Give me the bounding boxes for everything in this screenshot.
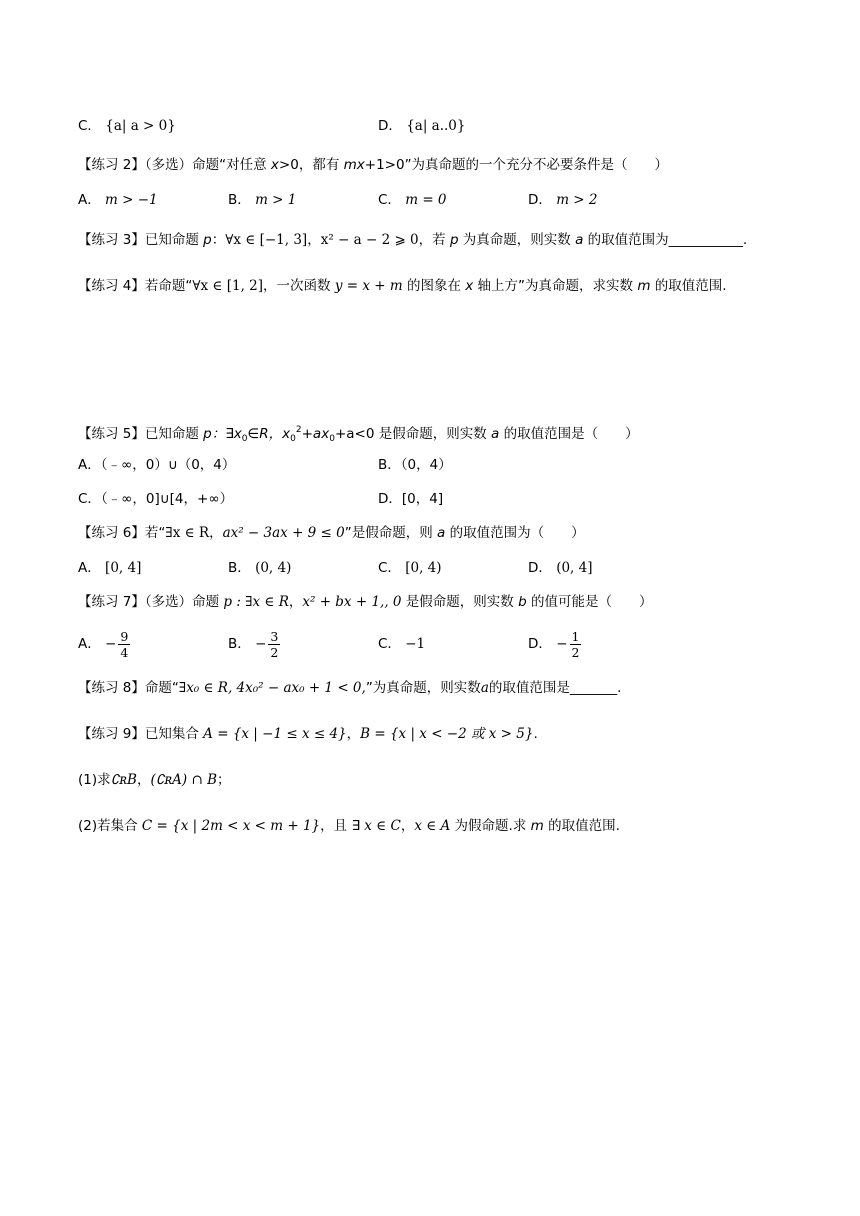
variable: p: [203, 426, 212, 442]
exercise-6-option-c: [378, 558, 442, 578]
question-text: 【练习 3】已知命题: [78, 232, 204, 248]
option-math: {a| a > 0}: [105, 118, 176, 134]
exercise-9-subquestion-2: [78, 816, 620, 836]
question-text: 【练习 7】（多选）命题: [78, 594, 224, 610]
exercise-8-question: [78, 678, 621, 698]
option-d: [378, 116, 466, 136]
option-math: [0, 4]: [105, 560, 142, 576]
option-c: [78, 116, 176, 136]
question-text: 【练习 6】若“: [78, 525, 166, 541]
question-text: >0，都有: [278, 157, 344, 173]
denominator: 2: [270, 644, 279, 660]
variable: x: [465, 278, 474, 294]
option-text: （﹣∞，0]∪[4，+∞）: [100, 491, 234, 507]
option-math: m = 0: [405, 192, 447, 208]
fraction: [268, 629, 280, 660]
option-label: A．: [78, 457, 101, 473]
question-text: ，且 ∃: [320, 818, 365, 834]
option-math: m > 2: [556, 192, 598, 208]
option-label: D．: [528, 192, 552, 208]
option-math: m > 1: [255, 192, 297, 208]
option-label: C．: [378, 192, 401, 208]
option-label: C．: [78, 491, 101, 507]
exercise-7-option-d: [528, 627, 581, 661]
option-math: m > −1: [105, 192, 158, 208]
superscript: 2: [295, 425, 302, 435]
question-text: 的值可能是（ ）: [526, 594, 653, 610]
exercise-5-option-a: [78, 455, 235, 475]
option-text: （﹣∞，0）∪（0，4）: [100, 457, 236, 473]
exercise-4-question: [78, 276, 727, 296]
variable: b: [518, 594, 527, 610]
exercise-6-option-b: [228, 558, 291, 578]
math-expression: ∈R，x: [247, 426, 291, 442]
variable: m: [530, 818, 544, 834]
math-expression: ∃x₀ ∈ R, 4x₀² − ax₀ + 1 < 0,: [178, 680, 366, 696]
question-text: 的取值范围为（ ）: [445, 525, 585, 541]
option-label: C．: [78, 118, 101, 134]
question-text: ；: [217, 772, 231, 788]
exercise-5-option-c: [78, 489, 233, 509]
denominator: 4: [120, 644, 129, 660]
variable: a: [491, 426, 500, 442]
option-label: A．: [78, 560, 101, 576]
exercise-6-option-d: [528, 558, 593, 578]
math-expression: x² + bx + 1,, 0: [302, 594, 402, 610]
math-expression: B = {x | x < −2 或 x > 5}: [360, 726, 534, 742]
option-text: [0，4]: [401, 491, 444, 507]
question-text: ”是假命题，则: [344, 525, 438, 541]
fraction: [118, 629, 130, 660]
math-expression: ∁ʀB: [110, 772, 137, 788]
math-expression: ：∃x: [211, 426, 242, 442]
fraction: [570, 629, 582, 660]
question-text: 【练习 9】已知集合: [78, 726, 204, 742]
question-text: .: [533, 726, 538, 742]
variable: a: [437, 525, 446, 541]
math-expression: ∀x ∈ [1, 2]: [192, 278, 264, 294]
exercise-2-option-a: [78, 190, 158, 210]
variable: p: [449, 232, 459, 248]
option-text: （0，4）: [400, 457, 452, 473]
minus-sign: −: [556, 636, 568, 652]
question-text: ，: [209, 525, 223, 541]
option-label: B．: [228, 560, 251, 576]
question-text: ，一次函数: [263, 278, 335, 294]
math-expression: ax² − 3ax + 9 ≤ 0: [222, 525, 345, 541]
math-expression: y = x + m: [334, 278, 403, 294]
option-math: {a| a..0}: [406, 118, 466, 134]
option-label: D．: [528, 560, 552, 576]
option-label: B．: [378, 457, 401, 473]
option-math: (0, 4): [255, 560, 292, 576]
question-text: ，: [400, 818, 415, 834]
numerator: 9: [120, 628, 129, 644]
option-label: D．: [378, 491, 402, 507]
variable: a: [480, 680, 489, 696]
option-label: C．: [378, 560, 401, 576]
option-math: [0, 4): [405, 560, 442, 576]
question-text: (1)求: [78, 772, 111, 788]
exercise-5-option-b: [378, 455, 452, 475]
numerator: 1: [571, 628, 580, 644]
exercise-2-option-d: [528, 190, 598, 210]
math-expression: ∃x ∈ R: [165, 525, 210, 541]
math-expression: x² − a − 2 ⩾ 0: [320, 232, 419, 248]
minus-sign: −: [255, 636, 267, 652]
math-expression: C = {x | 2m < x < m + 1}: [141, 818, 321, 834]
question-text: ：: [211, 232, 226, 248]
subscript: 0: [329, 434, 335, 444]
subscript: 0: [241, 434, 248, 444]
math-expression: (∁ʀA) ∩ B: [150, 772, 218, 788]
question-text: 的取值范围.: [650, 278, 727, 294]
question-text: 是假命题，则实数: [401, 594, 519, 610]
exercise-7-option-b: [228, 627, 280, 661]
question-text: 的取值范围是（ ）: [499, 426, 639, 442]
question-text: +a<0 是假命题，则实数: [334, 426, 492, 442]
question-text: 的取值范围是_______.: [488, 680, 622, 696]
option-label: C．: [378, 636, 401, 652]
math-expression: +ax: [301, 426, 330, 442]
question-text: 【练习 2】（多选）命题“对任意: [78, 157, 271, 173]
question-text: 为真命题，则实数: [458, 232, 576, 248]
question-text: ，若: [418, 232, 450, 248]
question-text: 【练习 4】若命题“: [78, 278, 193, 294]
question-text: 【练习 5】已知命题: [78, 426, 204, 442]
exercise-7-option-a: [78, 627, 130, 661]
option-label: B．: [228, 192, 251, 208]
exercise-3-question: [78, 230, 747, 250]
option-math: (0, 4]: [556, 560, 593, 576]
math-expression: x ∈ A: [414, 818, 451, 834]
question-text: ，: [136, 772, 151, 788]
exercise-6-option-a: [78, 558, 141, 578]
option-label: D．: [378, 118, 402, 134]
variable: p: [203, 232, 212, 248]
variable: x: [270, 157, 279, 173]
exercise-7-question: [78, 592, 652, 612]
question-text: ，: [288, 594, 303, 610]
math-expression: ∀x ∈ [−1, 3]: [225, 232, 308, 248]
option-math: −1: [405, 636, 426, 652]
question-text: 的图象在: [402, 278, 466, 294]
subscript: 0: [290, 434, 296, 444]
exercise-9-question: [78, 724, 538, 744]
exercise-2-option-c: [378, 190, 447, 210]
question-text: ，: [307, 232, 321, 248]
exercise-5-option-d: [378, 489, 443, 509]
question-text: 的取值范围.: [543, 818, 620, 834]
option-label: D．: [528, 636, 552, 652]
question-text: (2)若集合: [78, 818, 142, 834]
exercise-7-option-c: [378, 627, 425, 661]
exercise-2-question: [78, 155, 668, 175]
exercise-9-subquestion-1: [78, 770, 231, 790]
option-label: A．: [78, 192, 101, 208]
variable: mx: [343, 157, 365, 173]
math-expression: A = {x | −1 ≤ x ≤ 4}: [203, 726, 347, 742]
variable: m: [637, 278, 651, 294]
question-text: ”为真命题，则实数: [365, 680, 481, 696]
denominator: 2: [571, 644, 580, 660]
exercise-2-option-b: [228, 190, 296, 210]
math-expression: p : ∃x ∈ R: [223, 594, 289, 610]
question-text: ，: [346, 726, 361, 742]
numerator: 3: [270, 628, 279, 644]
option-label: A．: [78, 636, 101, 652]
question-text: 轴上方”为真命题，求实数: [473, 278, 638, 294]
math-expression: x ∈ C: [364, 818, 401, 834]
variable: a: [575, 232, 584, 248]
exercise-6-question: [78, 523, 585, 543]
question-text: 的取值范围为___________.: [583, 232, 748, 248]
question-text: 为假命题.求: [450, 818, 531, 834]
question-text: +1>0”为真命题的一个充分不必要条件是（ ）: [364, 157, 669, 173]
minus-sign: −: [105, 636, 117, 652]
option-label: B．: [228, 636, 251, 652]
question-text: 【练习 8】命题“: [78, 680, 179, 696]
exercise-5-question: [78, 420, 639, 449]
